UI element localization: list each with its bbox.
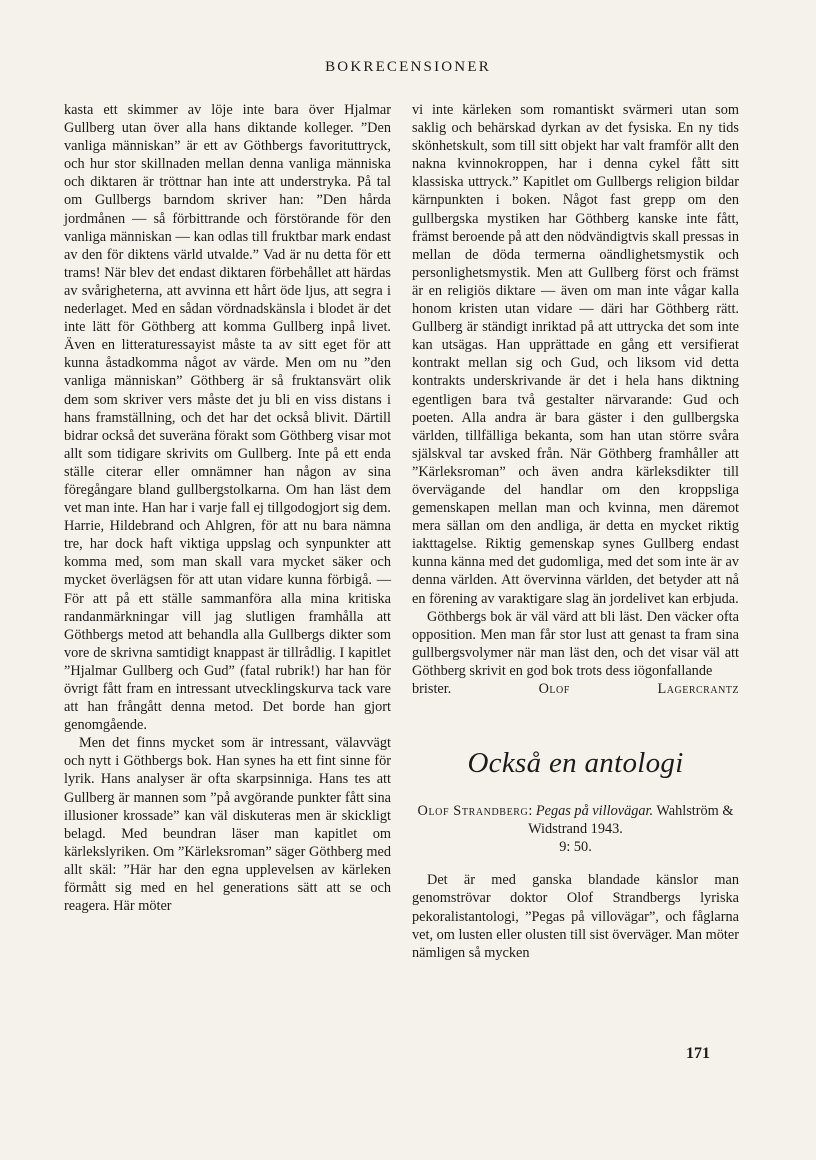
review-paragraph-2: Men det finns mycket som är intressant, välavvägt och nytt i Göthbergs bok. Han synes ha ett fint sinne för lyrik. Hans analyser är ofta skarpsinniga. Hans tes att Gullberg är mannen som ”på avgörande punkter fått sina illusioner krossade” kan väl diskuteras men är skickligt belagd. Med beundran läser man kapitlet om kärlekslyriken. Om ”Kärleksroman” säger Göthberg med allt skäl: ”Här har den egna upplevelsen av kärleken förmått sig med en hel generations sätt att se och reagera. Här möter [64,735,391,915]
left-column [64,101,391,915]
review-paragraph-4-text: Göthbergs bok är väl värd att bli läst. Den väcker ofta opposition. Men man får stor lust att genast ta fram sina gullbergsvolymer när man läst den, och det visar väl att Göthberg skrivit en god bok trots dess iögonfallande [412,608,739,679]
page-number: 171 [686,1045,710,1062]
closing-line [412,680,739,698]
review-paragraph-1: kasta ett skimmer av löje inte bara över Hjalmar Gullberg utan över alla hans diktande kolleger. ”Den vanliga människan” är ett av Göthbergs favorituttryck, och hur stor skillnaden mellan denna vanliga människa och diktaren är tröttnar han inte att understryka. På tal om Gullbergs barndom skriver han: ”Den hårda jordmånen — så förbittrande och förstörande för den vanliga människan — kan odlas till fruktbar mark endast av den för diktens värld utvalde.” Vad är nu detta för ett trams! När blev det endast diktaren förbehållet att härdas av svårigheterna, att avvinna ett hårt öde ljus, att segra i nederlaget. Med en sådan vördnadskänsla i blodet är det inte lätt för Göthberg att komma Gullberg inpå livet. Även en litteraturessayist måste ta av sitt eget för att kunna åstadkomma något av värde. Men om nu ”den vanliga människan” Göthberg är så fruktansvärt olik dem som skriver vers måste det ju bli en viss distans i hans framställning, och det har det också blivit. Därtill bidrar också det suveräna förakt som Göthberg visar mot allt som tidigare skrivits om Gullberg. Inte på ett enda ställe citerar eller omnämner han någon av sina föregångare bland gullbergstolkarna. Om han läst dem vet man inte. Han har i varje fall ej tillgodogjort sig dem. Harrie, Hildebrand och Ahlgren, för att nu bara nämna tre, har dock haft viktiga uppslag och synpunkter att komma med, som man skall vara mycket säker och mycket överlägsen för att utan vidare kunna förbigå. — För att på ett ställe sammanföra alla mina kritiska randanmärkningar vill jag slutligen framhålla att Göthbergs metod att behandla alla Gullbergs dikter som vore de skrivna samtidigt knappast är tillrådlig. I kapitlet ”Hjalmar Gullberg och Gud” (fatal rubrik!) har han för övrigt fått fram en intressant utvecklingskurva tack vare att han frångått denna metod. Det borde han gjort genomgående. [64,102,391,734]
author-separator: : [528,803,536,820]
bibliographic-entry [412,802,739,856]
review-paragraph-3: vi inte kärleken som romantiskt svärmeri utan som saklig och behärskad dyrkan av det fysiska. En ny tids skönhetskult, som till sitt objekt har valt framför allt den nakna kvinnokroppen, har i denna cykel fått sitt klassiska uttryck.” Kapitlet om Gullbergs religion bildar kärnpunkten i boken. Något fast grepp om den gullbergska mystiken har Göthberg kanske inte fått, främst beroende på att den nödvändigtvis skall pressas in mellan de döda termerna oändlighetsmystik och personlighetsmystik. Men att Gullberg först och främst är en religiös diktare — även om man inte vågar kalla honom kristen utan vidare — däri har Göthberg rätt. Gullberg är ständigt inriktad på att uttrycka det som inte kan utsägas. Han upprättade en gång ett versifierat kontrakt mellan sig och Gud, och liksom vid detta kontrakts underskrivande är det i hela hans diktning egentligen bara två gestalter närvarande: Gud och poeten. Alla andra är bara gäster i den gullbergska världen, tillfälliga bekanta, som han utan större svåra själskval tar avsked från. När Göthberg framhåller att ”Kärleksroman” och även andra kärleksdikter till övervägande del handlar om den kroppsliga gemenskapen mellan man och kvinna, men däremot mera sällan om den andliga, är detta en mycket riktig iakttagelse. Riktig gemenskap synes Gullberg endast kunna känna med det gudomliga, med det som inte är av denna världen. Att övervinna världen, det betyder att nå en förening av varaktigare slag än jordelivet kan erbjuda. [412,102,739,607]
closing-word: brister. [412,681,452,697]
book-price: 9: 50. [559,839,592,856]
second-review-body: Det är med ganska blandade känslor man genomströvar doktor Olof Strandbergs lyriska pekoralistantologi, ”Pegas på villovägar”, och fåglarna vet, om lusten eller olusten till sist överväger. Man möter nämligen så mycken [412,872,739,961]
running-header: BOKRECENSIONER [325,59,491,75]
book-title: Pegas på villovägar. [535,803,654,820]
review-paragraph-4 [412,608,739,680]
review-title: Också en antologi [467,747,684,780]
publisher-info: Wahlström & Widstrand 1943. [528,803,734,838]
book-author: Olof Strandberg [417,803,529,820]
right-column [412,101,739,962]
reviewer-signature: Olof Lagercrantz [538,681,740,697]
